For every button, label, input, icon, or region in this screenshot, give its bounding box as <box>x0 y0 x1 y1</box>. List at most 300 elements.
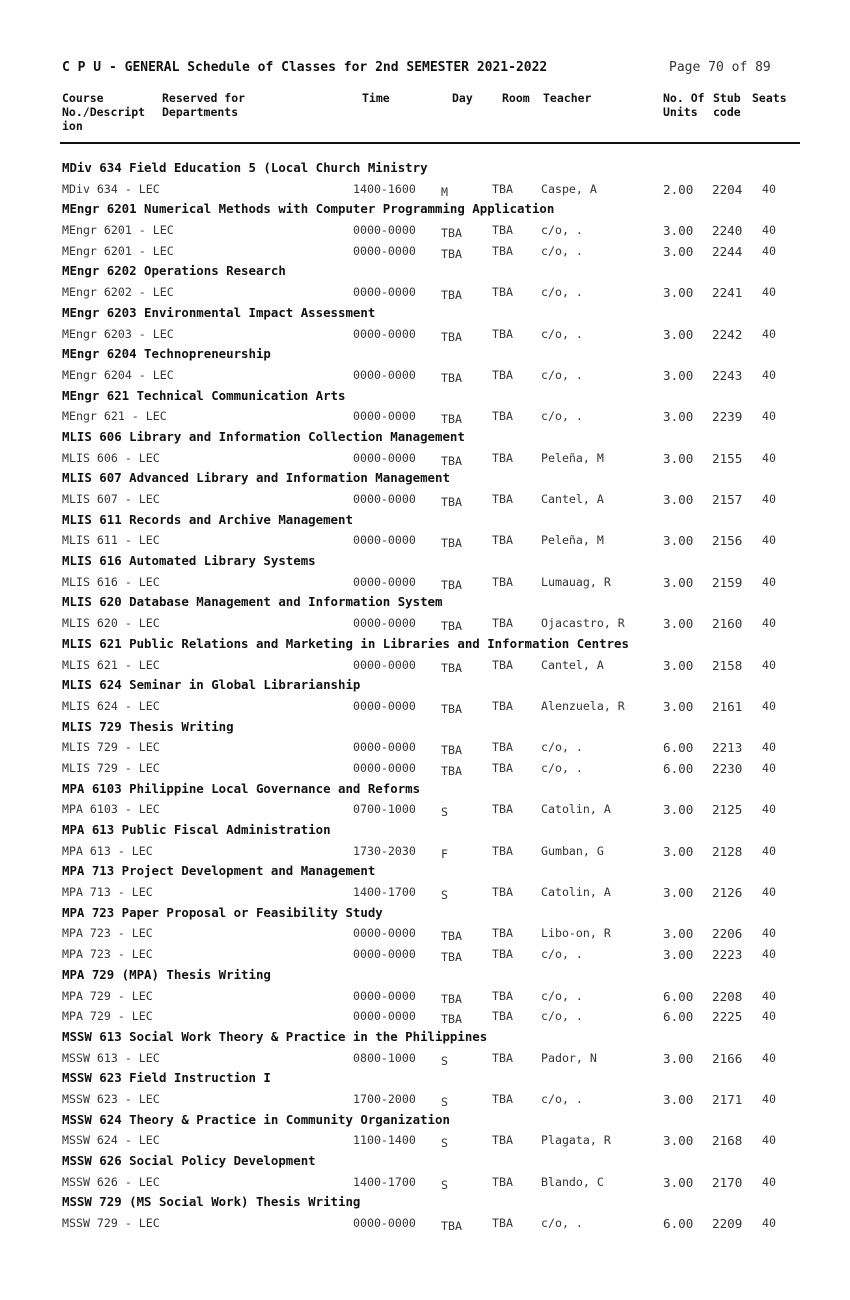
section-time: 0000-0000 <box>353 409 416 424</box>
section-code: MSSW 623 - LEC <box>62 1091 160 1106</box>
section-code: MLIS 606 - LEC <box>62 450 160 465</box>
section-day: TBA <box>441 1219 462 1234</box>
section-room: TBA <box>492 947 513 962</box>
section-row <box>0 945 850 966</box>
section-seats: 40 <box>762 409 776 424</box>
section-stub-code: 2230 <box>712 760 743 776</box>
section-stub-code: 2244 <box>712 243 743 259</box>
section-code: MDiv 634 - LEC <box>62 181 160 196</box>
column-header-course: Course No./Descript ion <box>62 91 146 133</box>
section-code: MLIS 621 - LEC <box>62 657 160 672</box>
section-day: TBA <box>441 1012 462 1027</box>
section-day: TBA <box>441 991 462 1006</box>
course-title: MLIS 611 Records and Archive Management <box>62 511 353 527</box>
section-teacher: Plagata, R <box>541 1133 611 1148</box>
section-row <box>0 842 850 863</box>
section-units: 3.00 <box>663 1050 694 1066</box>
section-day: TBA <box>441 246 462 261</box>
section-stub-code: 2206 <box>712 926 743 942</box>
section-teacher: c/o, . <box>541 243 583 258</box>
section-row <box>0 759 850 780</box>
section-stub-code: 2243 <box>712 367 743 383</box>
section-teacher: Catolin, A <box>541 885 611 900</box>
section-room: TBA <box>492 657 513 672</box>
section-code: MLIS 620 - LEC <box>62 616 160 631</box>
section-time: 0000-0000 <box>353 450 416 465</box>
section-time: 0000-0000 <box>353 926 416 941</box>
section-time: 0000-0000 <box>353 533 416 548</box>
section-time: 0800-1000 <box>353 1050 416 1065</box>
section-teacher: c/o, . <box>541 760 583 775</box>
section-teacher: Catolin, A <box>541 802 611 817</box>
section-units: 6.00 <box>663 740 694 756</box>
section-day: TBA <box>441 619 462 634</box>
section-seats: 40 <box>762 657 776 672</box>
section-room: TBA <box>492 367 513 382</box>
section-row <box>0 883 850 904</box>
section-room: TBA <box>492 740 513 755</box>
course-title: MLIS 620 Database Management and Information System <box>62 594 443 610</box>
section-teacher: c/o, . <box>541 1009 583 1024</box>
section-code: MPA 713 - LEC <box>62 885 153 900</box>
section-teacher: c/o, . <box>541 1216 583 1231</box>
section-stub-code: 2168 <box>712 1133 743 1149</box>
section-stub-code: 2126 <box>712 885 743 901</box>
section-room: TBA <box>492 926 513 941</box>
section-time: 0000-0000 <box>353 616 416 631</box>
section-teacher: c/o, . <box>541 740 583 755</box>
course-title-row <box>0 1069 850 1090</box>
section-code: MPA 729 - LEC <box>62 1009 153 1024</box>
section-code: MPA 729 - LEC <box>62 988 153 1003</box>
course-title: MLIS 616 Automated Library Systems <box>62 553 316 569</box>
section-seats: 40 <box>762 1009 776 1024</box>
course-title-row <box>0 387 850 408</box>
course-title: MSSW 626 Social Policy Development <box>62 1153 316 1168</box>
section-day: TBA <box>441 370 462 385</box>
course-title: MEngr 6201 Numerical Methods with Computer Programming Application <box>62 201 555 217</box>
section-teacher: Peleña, M <box>541 533 604 548</box>
column-header-time: Time <box>362 91 390 105</box>
section-day: TBA <box>441 329 462 344</box>
section-stub-code: 2208 <box>712 988 743 1004</box>
section-code: MLIS 611 - LEC <box>62 533 160 548</box>
section-day: S <box>441 1136 448 1151</box>
course-title-row <box>0 1193 850 1214</box>
section-code: MSSW 729 - LEC <box>62 1216 160 1231</box>
column-header-units: No. Of Units <box>663 91 705 119</box>
section-units: 3.00 <box>663 367 694 383</box>
section-time: 1400-1700 <box>353 1174 416 1189</box>
section-units: 3.00 <box>663 843 694 859</box>
section-row <box>0 1214 850 1235</box>
section-teacher: c/o, . <box>541 988 583 1003</box>
section-code: MSSW 613 - LEC <box>62 1050 160 1065</box>
course-title: MLIS 729 Thesis Writing <box>62 718 234 734</box>
section-row <box>0 924 850 945</box>
section-time: 0000-0000 <box>353 760 416 775</box>
section-day: TBA <box>441 495 462 509</box>
section-units: 3.00 <box>663 802 694 818</box>
section-seats: 40 <box>762 533 776 548</box>
section-row <box>0 573 850 594</box>
column-header-room: Room <box>502 91 530 105</box>
section-code: MEngr 6201 - LEC <box>62 223 174 238</box>
section-row <box>0 1090 850 1111</box>
section-teacher: Blando, C <box>541 1174 604 1189</box>
section-room: TBA <box>492 574 513 589</box>
section-units: 3.00 <box>663 409 694 425</box>
section-code: MLIS 616 - LEC <box>62 574 160 589</box>
section-row <box>0 656 850 677</box>
section-units: 3.00 <box>663 616 694 632</box>
section-row <box>0 738 850 759</box>
section-seats: 40 <box>762 616 776 631</box>
section-room: TBA <box>492 285 513 300</box>
section-stub-code: 2241 <box>712 285 743 301</box>
section-time: 1100-1400 <box>353 1133 416 1148</box>
course-title: MEngr 621 Technical Communication Arts <box>62 387 346 403</box>
section-room: TBA <box>492 492 513 506</box>
section-row <box>0 449 850 470</box>
section-time: 0000-0000 <box>353 1216 416 1231</box>
column-header-reserved: Reserved for Departments <box>162 91 246 119</box>
section-code: MEngr 621 - LEC <box>62 409 167 424</box>
course-title: MDiv 634 Field Education 5 (Local Church Ministry <box>62 160 428 175</box>
section-units: 3.00 <box>663 243 694 259</box>
section-room: TBA <box>492 988 513 1003</box>
course-title-row <box>0 159 850 180</box>
section-day: S <box>441 888 448 903</box>
course-title: MPA 729 (MPA) Thesis Writing <box>62 966 271 982</box>
section-units: 3.00 <box>663 885 694 901</box>
section-row <box>0 531 850 552</box>
course-title: MPA 613 Public Fiscal Administration <box>62 822 331 837</box>
section-teacher: Caspe, A <box>541 181 597 196</box>
course-title: MSSW 613 Social Work Theory & Practice in the Philippines <box>62 1028 488 1044</box>
section-seats: 40 <box>762 698 776 713</box>
section-seats: 40 <box>762 492 776 506</box>
section-code: MPA 613 - LEC <box>62 843 153 858</box>
section-time: 0000-0000 <box>353 243 416 258</box>
section-day: S <box>441 1053 448 1068</box>
section-time: 0000-0000 <box>353 326 416 341</box>
section-row <box>0 1049 850 1070</box>
section-time: 0000-0000 <box>353 223 416 238</box>
section-code: MLIS 624 - LEC <box>62 698 160 713</box>
section-stub-code: 2158 <box>712 657 743 673</box>
section-stub-code: 2128 <box>712 843 743 859</box>
course-title: MEngr 6203 Environmental Impact Assessment <box>62 304 376 320</box>
section-stub-code: 2161 <box>712 698 743 714</box>
section-day: TBA <box>441 577 462 592</box>
section-units: 2.00 <box>663 181 694 197</box>
section-code: MSSW 626 - LEC <box>62 1174 160 1189</box>
course-title-row <box>0 262 850 283</box>
section-units: 3.00 <box>663 657 694 673</box>
course-title-row <box>0 676 850 697</box>
section-day: TBA <box>441 226 462 241</box>
section-units: 3.00 <box>663 492 694 507</box>
section-seats: 40 <box>762 1216 776 1231</box>
section-teacher: c/o, . <box>541 326 583 341</box>
course-title: MLIS 624 Seminar in Global Librarianship <box>62 677 361 693</box>
section-teacher: c/o, . <box>541 1091 583 1106</box>
section-units: 3.00 <box>663 223 694 239</box>
section-room: TBA <box>492 223 513 238</box>
section-seats: 40 <box>762 1091 776 1106</box>
section-room: TBA <box>492 1174 513 1189</box>
section-stub-code: 2213 <box>712 740 743 756</box>
section-day: TBA <box>441 763 462 778</box>
course-title: MPA 713 Project Development and Management <box>62 863 376 879</box>
section-code: MPA 6103 - LEC <box>62 802 160 817</box>
section-code: MEngr 6202 - LEC <box>62 285 174 300</box>
section-time: 0000-0000 <box>353 657 416 672</box>
section-room: TBA <box>492 409 513 424</box>
section-stub-code: 2239 <box>712 409 743 425</box>
section-day: TBA <box>441 412 462 427</box>
section-teacher: c/o, . <box>541 367 583 382</box>
section-time: 0000-0000 <box>353 492 416 506</box>
section-row <box>0 800 850 821</box>
course-title: MEngr 6202 Operations Research <box>62 263 286 279</box>
section-units: 3.00 <box>663 450 694 466</box>
section-teacher: Alenzuela, R <box>541 698 625 713</box>
course-title-row <box>0 428 850 449</box>
section-units: 6.00 <box>663 1009 694 1025</box>
section-stub-code: 2240 <box>712 223 743 239</box>
section-stub-code: 2170 <box>712 1174 743 1190</box>
header-divider <box>60 142 800 144</box>
section-code: MEngr 6201 - LEC <box>62 243 174 258</box>
section-day: S <box>441 1177 448 1192</box>
section-row <box>0 697 850 718</box>
course-title-row <box>0 511 850 532</box>
section-room: TBA <box>492 616 513 631</box>
section-row <box>0 242 850 263</box>
section-teacher: Peleña, M <box>541 450 604 465</box>
section-units: 3.00 <box>663 574 694 590</box>
section-seats: 40 <box>762 926 776 941</box>
section-room: TBA <box>492 843 513 858</box>
section-room: TBA <box>492 1216 513 1231</box>
section-units: 6.00 <box>663 988 694 1004</box>
section-room: TBA <box>492 1133 513 1148</box>
section-code: MPA 723 - LEC <box>62 947 153 962</box>
section-row <box>0 1131 850 1152</box>
course-title: MPA 6103 Philippine Local Governance and Reforms <box>62 780 421 796</box>
section-room: TBA <box>492 698 513 713</box>
section-time: 0000-0000 <box>353 947 416 962</box>
course-title-row <box>0 1111 850 1132</box>
section-units: 3.00 <box>663 698 694 714</box>
course-title-row <box>0 552 850 573</box>
section-seats: 40 <box>762 367 776 382</box>
section-day: TBA <box>441 660 462 675</box>
column-header-day: Day <box>452 91 473 105</box>
course-title-row <box>0 966 850 987</box>
section-day: TBA <box>441 288 462 303</box>
section-row <box>0 1007 850 1028</box>
section-stub-code: 2157 <box>712 492 743 507</box>
section-time: 0000-0000 <box>353 285 416 300</box>
section-stub-code: 2166 <box>712 1050 743 1066</box>
section-seats: 40 <box>762 1133 776 1148</box>
section-code: MEngr 6203 - LEC <box>62 326 174 341</box>
course-title-row <box>0 345 850 366</box>
section-units: 6.00 <box>663 1216 694 1232</box>
section-time: 0000-0000 <box>353 740 416 755</box>
course-title-row <box>0 1028 850 1049</box>
course-title: MEngr 6204 Technopreneurship <box>62 346 271 362</box>
section-seats: 40 <box>762 326 776 341</box>
section-row <box>0 325 850 346</box>
section-seats: 40 <box>762 988 776 1003</box>
section-seats: 40 <box>762 760 776 775</box>
course-title-row <box>0 304 850 325</box>
section-day: F <box>441 846 448 861</box>
section-stub-code: 2171 <box>712 1091 743 1107</box>
section-seats: 40 <box>762 1174 776 1189</box>
section-day: TBA <box>441 536 462 551</box>
section-room: TBA <box>492 533 513 548</box>
course-title: MLIS 606 Library and Information Collection Management <box>62 428 465 444</box>
section-teacher: c/o, . <box>541 947 583 962</box>
section-teacher: Pador, N <box>541 1050 597 1065</box>
section-code: MSSW 624 - LEC <box>62 1133 160 1148</box>
section-time: 0000-0000 <box>353 1009 416 1024</box>
section-units: 3.00 <box>663 533 694 549</box>
section-row <box>0 407 850 428</box>
course-title-row <box>0 1152 850 1173</box>
course-title-row <box>0 904 850 925</box>
section-day: M <box>441 184 448 199</box>
section-room: TBA <box>492 243 513 258</box>
section-room: TBA <box>492 326 513 341</box>
section-stub-code: 2242 <box>712 326 743 342</box>
course-title: MPA 723 Paper Proposal or Feasibility Study <box>62 904 383 920</box>
course-title: MSSW 623 Field Instruction I <box>62 1070 271 1086</box>
section-teacher: c/o, . <box>541 285 583 300</box>
section-units: 6.00 <box>663 760 694 776</box>
section-row <box>0 490 850 511</box>
section-code: MLIS 607 - LEC <box>62 492 160 506</box>
course-title: MSSW 729 (MS Social Work) Thesis Writing <box>62 1194 361 1210</box>
section-code: MLIS 729 - LEC <box>62 760 160 775</box>
course-title-row <box>0 593 850 614</box>
section-seats: 40 <box>762 285 776 300</box>
section-teacher: Gumban, G <box>541 843 604 858</box>
section-teacher: Cantel, A <box>541 492 604 506</box>
section-time: 1730-2030 <box>353 843 416 858</box>
section-seats: 40 <box>762 181 776 196</box>
section-seats: 40 <box>762 574 776 589</box>
section-row <box>0 614 850 635</box>
section-stub-code: 2225 <box>712 1009 743 1025</box>
section-seats: 40 <box>762 223 776 238</box>
section-stub-code: 2160 <box>712 616 743 632</box>
section-room: TBA <box>492 1009 513 1024</box>
section-code: MLIS 729 - LEC <box>62 740 160 755</box>
section-row <box>0 366 850 387</box>
section-day: TBA <box>441 950 462 965</box>
section-stub-code: 2223 <box>712 947 743 963</box>
section-stub-code: 2155 <box>712 450 743 466</box>
section-units: 3.00 <box>663 1133 694 1149</box>
section-units: 3.00 <box>663 285 694 301</box>
section-teacher: c/o, . <box>541 409 583 424</box>
section-teacher: c/o, . <box>541 223 583 238</box>
section-stub-code: 2209 <box>712 1216 743 1232</box>
course-title-row <box>0 718 850 739</box>
section-row <box>0 180 850 201</box>
section-day: TBA <box>441 701 462 716</box>
section-day: TBA <box>441 743 462 758</box>
section-day: S <box>441 1094 448 1109</box>
section-row <box>0 221 850 242</box>
course-title-row <box>0 469 850 490</box>
section-teacher: Lumauag, R <box>541 574 611 589</box>
section-stub-code: 2204 <box>712 181 743 197</box>
section-units: 3.00 <box>663 926 694 942</box>
section-stub-code: 2159 <box>712 574 743 590</box>
section-row <box>0 987 850 1008</box>
section-day: TBA <box>441 453 462 468</box>
section-seats: 40 <box>762 1050 776 1065</box>
column-header-seats: Seats <box>752 91 787 105</box>
section-units: 3.00 <box>663 1174 694 1190</box>
schedule-list <box>0 159 850 1235</box>
section-teacher: Cantel, A <box>541 657 604 672</box>
section-room: TBA <box>492 760 513 775</box>
section-seats: 40 <box>762 947 776 962</box>
section-room: TBA <box>492 802 513 817</box>
section-room: TBA <box>492 450 513 465</box>
course-title: MLIS 621 Public Relations and Marketing in Libraries and Information Centres <box>62 635 629 651</box>
section-day: S <box>441 805 448 820</box>
column-header-teacher: Teacher <box>543 91 592 105</box>
course-title: MLIS 607 Advanced Library and Information Management <box>62 470 450 486</box>
section-seats: 40 <box>762 243 776 258</box>
section-day: TBA <box>441 929 462 944</box>
section-time: 0000-0000 <box>353 988 416 1003</box>
section-teacher: Ojacastro, R <box>541 616 625 631</box>
course-title: MSSW 624 Theory & Practice in Community Organization <box>62 1111 450 1127</box>
course-title-row <box>0 862 850 883</box>
section-seats: 40 <box>762 740 776 755</box>
section-time: 0700-1000 <box>353 802 416 817</box>
section-room: TBA <box>492 181 513 196</box>
course-title-row <box>0 635 850 656</box>
section-time: 0000-0000 <box>353 574 416 589</box>
section-row <box>0 1173 850 1194</box>
section-units: 3.00 <box>663 947 694 963</box>
course-title-row <box>0 780 850 801</box>
section-units: 3.00 <box>663 326 694 342</box>
section-seats: 40 <box>762 450 776 465</box>
column-header-stub: Stub code <box>713 91 741 119</box>
section-row <box>0 283 850 304</box>
section-time: 1400-1700 <box>353 885 416 900</box>
section-time: 0000-0000 <box>353 367 416 382</box>
section-time: 1400-1600 <box>353 181 416 196</box>
section-stub-code: 2125 <box>712 802 743 818</box>
section-seats: 40 <box>762 802 776 817</box>
section-room: TBA <box>492 885 513 900</box>
section-teacher: Libo-on, R <box>541 926 611 941</box>
section-stub-code: 2156 <box>712 533 743 549</box>
